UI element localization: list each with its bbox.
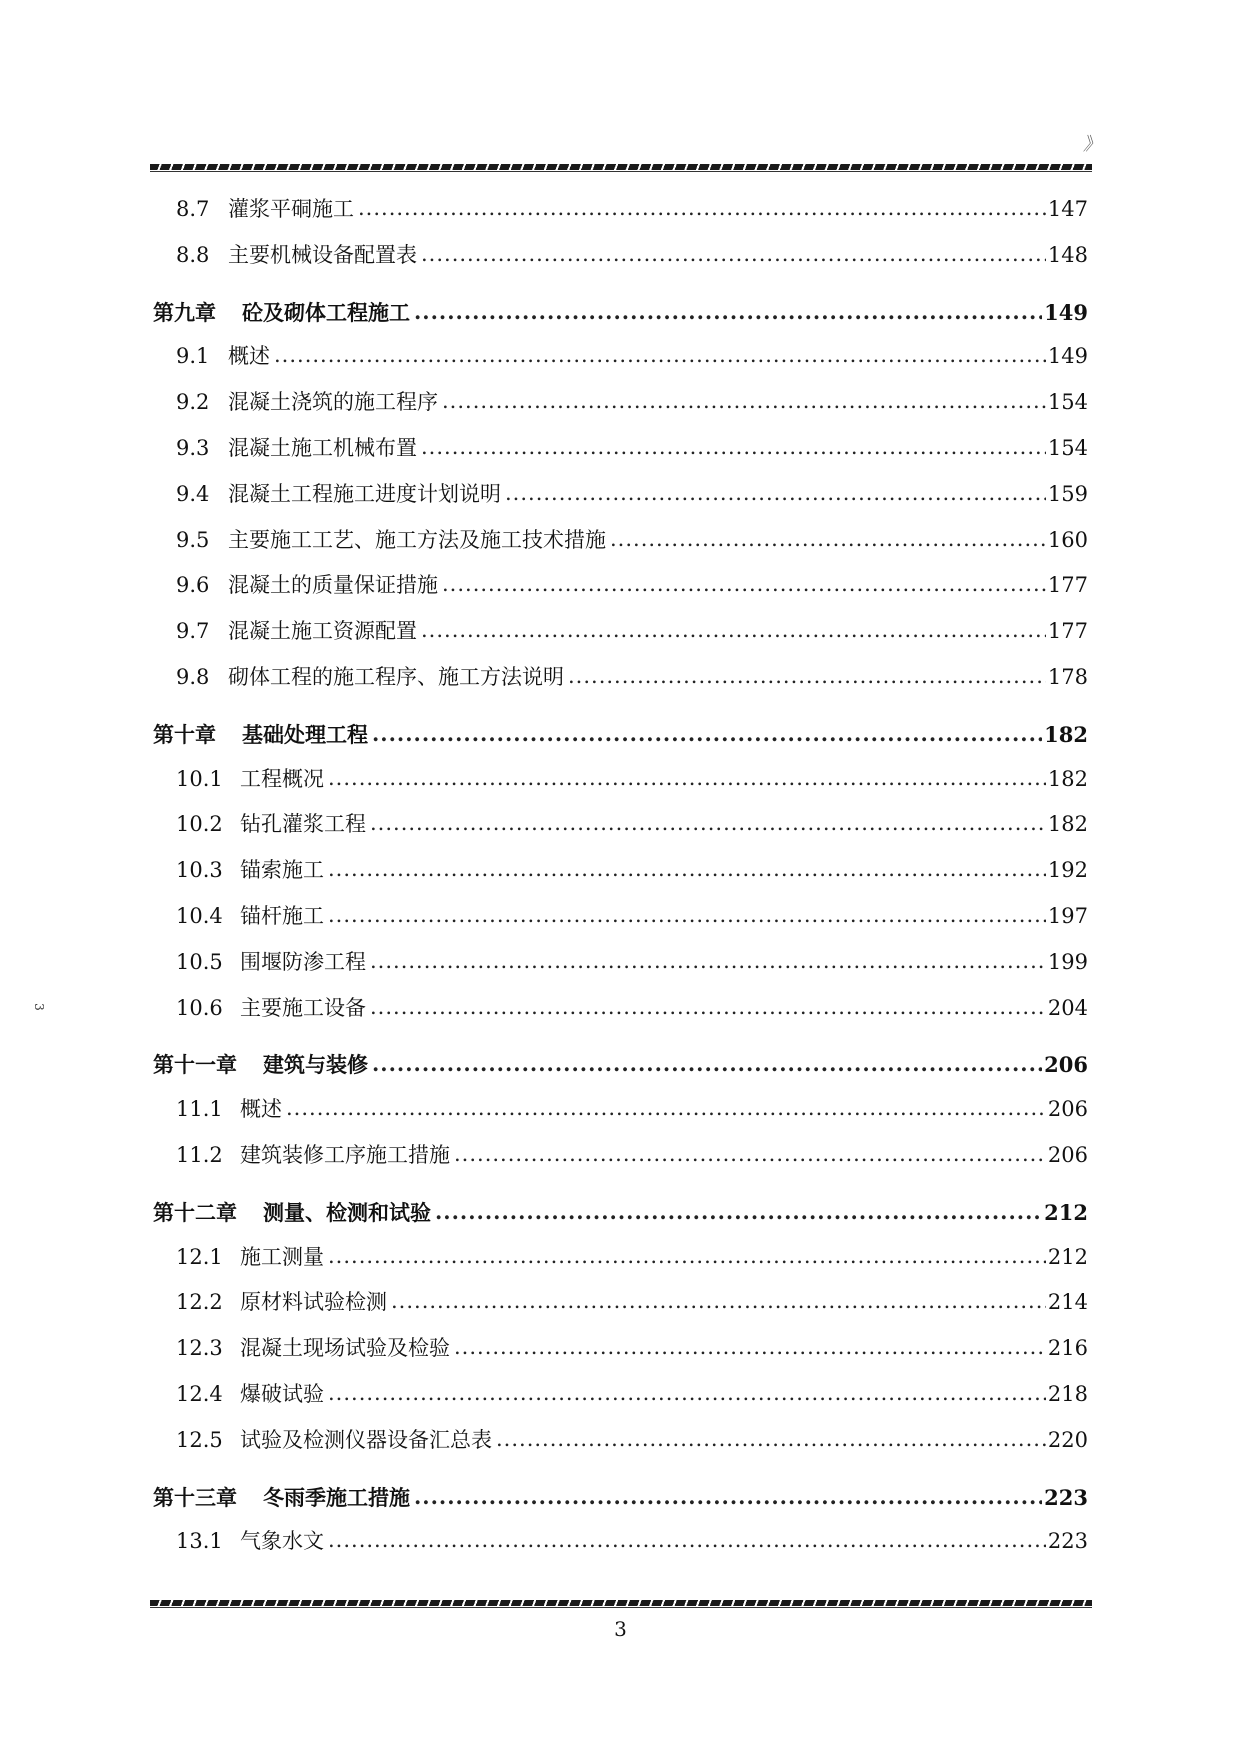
toc-section-number: 10.5: [176, 949, 223, 974]
toc-dot-leader: [610, 527, 1046, 551]
toc-entry-title: 主要施工设备: [240, 995, 366, 1020]
toc-section-number: 10.1: [176, 766, 223, 791]
toc-dot-leader: [370, 949, 1046, 973]
toc-entry-title: 工程概况: [240, 766, 324, 791]
toc-entry-title: 砌体工程的施工程序、施工方法说明: [228, 664, 564, 689]
toc-dot-leader: [286, 1096, 1046, 1120]
toc-section-number: 11.1: [176, 1097, 223, 1122]
toc-section-entry[interactable]: [153, 193, 1088, 239]
toc-dot-leader: [358, 196, 1046, 220]
toc-section-entry[interactable]: [153, 1378, 1088, 1424]
toc-page-number: 154: [1047, 435, 1088, 460]
toc-entry-title: 混凝土施工资源配置: [228, 619, 417, 644]
toc-dot-leader: [370, 811, 1046, 835]
toc-dot-leader: [414, 1484, 1042, 1509]
toc-entry-title: 混凝土工程施工进度计划说明: [228, 481, 501, 506]
toc-section-number: 10.4: [176, 903, 223, 928]
toc-dot-leader: [421, 242, 1046, 266]
toc-page-number: 177: [1047, 573, 1088, 598]
toc-entry-title: 施工测量: [240, 1244, 324, 1269]
toc-page-number: 204: [1047, 995, 1088, 1020]
toc-chapter-entry[interactable]: [153, 1197, 1088, 1243]
toc-entry-title: 冬雨季施工措施: [263, 1484, 410, 1510]
toc-page-number: 220: [1047, 1427, 1088, 1452]
toc-page-number: 182: [1047, 766, 1088, 791]
toc-section-number: 9.4: [176, 481, 210, 506]
toc-dot-leader: [372, 721, 1042, 746]
toc-entry-title: 试验及检测仪器设备汇总表: [240, 1427, 492, 1452]
toc-section-entry[interactable]: [153, 854, 1088, 900]
toc-chapter-entry[interactable]: [153, 1482, 1088, 1528]
toc-section-entry[interactable]: [153, 239, 1088, 285]
toc-section-number: 13.1: [176, 1529, 223, 1554]
toc-section-entry[interactable]: [153, 1241, 1088, 1287]
table-of-contents: [153, 193, 1088, 1571]
toc-dot-leader: [568, 664, 1046, 688]
toc-page-number: 160: [1047, 527, 1088, 552]
toc-section-entry[interactable]: [153, 1286, 1088, 1332]
toc-page-number: 212: [1044, 1199, 1088, 1225]
toc-section-entry[interactable]: [153, 946, 1088, 992]
toc-dot-leader: [328, 903, 1046, 927]
toc-entry-title: 测量、检测和试验: [263, 1199, 431, 1225]
toc-section-number: 9.3: [176, 435, 210, 460]
toc-section-entry[interactable]: [153, 615, 1088, 661]
toc-dot-leader: [454, 1142, 1046, 1166]
toc-section-number: 10.2: [176, 812, 223, 837]
toc-page-number: 154: [1047, 390, 1088, 415]
toc-entry-title: 混凝土现场试验及检验: [240, 1336, 450, 1361]
toc-section-entry[interactable]: [153, 1093, 1088, 1139]
toc-section-number: 9.5: [176, 527, 210, 552]
toc-dot-leader: [421, 618, 1046, 642]
toc-page-number: 206: [1047, 1142, 1088, 1167]
toc-dot-leader: [414, 299, 1042, 324]
toc-dot-leader: [442, 572, 1046, 596]
toc-section-number: 9.8: [176, 664, 210, 689]
toc-dot-leader: [496, 1427, 1046, 1451]
toc-entry-title: 锚索施工: [240, 858, 324, 883]
page-number: 3: [614, 1617, 627, 1641]
toc-page-number: 147: [1047, 197, 1088, 221]
toc-chapter-entry[interactable]: [153, 1049, 1088, 1095]
toc-dot-leader: [274, 343, 1046, 367]
toc-entry-title: 建筑与装修: [263, 1052, 368, 1078]
toc-entry-title: 基础处理工程: [242, 721, 368, 747]
toc-entry-title: 钻孔灌浆工程: [240, 812, 366, 837]
toc-dot-leader: [421, 435, 1046, 459]
toc-dot-leader: [328, 766, 1046, 790]
toc-section-number: 8.8: [176, 242, 210, 267]
toc-chapter-entry[interactable]: [153, 719, 1088, 765]
header-rule: [150, 164, 1092, 170]
toc-dot-leader: [328, 857, 1046, 881]
toc-chapter-label: 第十一章: [153, 1052, 237, 1078]
toc-entry-title: 建筑装修工序施工措施: [240, 1142, 450, 1167]
toc-chapter-label: 第十三章: [153, 1484, 237, 1510]
toc-entry-title: 爆破试验: [240, 1381, 324, 1406]
toc-section-entry[interactable]: [153, 1139, 1088, 1185]
toc-page-number: 206: [1047, 1097, 1088, 1122]
toc-dot-leader: [328, 1528, 1046, 1552]
toc-section-number: 12.3: [176, 1336, 223, 1361]
toc-section-number: 9.7: [176, 619, 210, 644]
toc-section-entry[interactable]: [153, 808, 1088, 854]
toc-section-entry[interactable]: [153, 763, 1088, 809]
toc-page-number: 218: [1047, 1381, 1088, 1406]
toc-section-entry[interactable]: [153, 524, 1088, 570]
toc-entry-title: 概述: [240, 1097, 282, 1122]
side-page-mark: 3: [31, 1003, 46, 1011]
toc-entry-title: 主要施工工艺、施工方法及施工技术措施: [228, 527, 606, 552]
toc-section-number: 11.2: [176, 1142, 223, 1167]
toc-section-entry[interactable]: [153, 1332, 1088, 1378]
toc-section-number: 12.5: [176, 1427, 223, 1452]
toc-dot-leader: [442, 389, 1046, 413]
toc-dot-leader: [372, 1051, 1042, 1076]
toc-page-number: 149: [1047, 344, 1088, 369]
toc-page-number: 199: [1047, 949, 1088, 974]
toc-page-number: 178: [1047, 664, 1088, 689]
toc-page-number: 148: [1047, 242, 1088, 267]
toc-page-number: 149: [1044, 299, 1088, 325]
toc-dot-leader: [328, 1381, 1046, 1405]
toc-entry-title: 灌浆平硐施工: [228, 197, 354, 221]
toc-section-number: 9.1: [176, 344, 210, 369]
toc-chapter-label: 第十二章: [153, 1199, 237, 1225]
toc-dot-leader: [328, 1244, 1046, 1268]
toc-page-number: 177: [1047, 619, 1088, 644]
toc-section-number: 9.2: [176, 390, 210, 415]
toc-entry-title: 锚杆施工: [240, 903, 324, 928]
toc-page-number: 159: [1047, 481, 1088, 506]
footer-rule: [150, 1600, 1092, 1606]
toc-dot-leader: [370, 995, 1046, 1019]
toc-entry-title: 混凝土的质量保证措施: [228, 573, 438, 598]
toc-entry-title: 混凝土浇筑的施工程序: [228, 390, 438, 415]
toc-page-number: 214: [1047, 1290, 1088, 1315]
toc-section-entry[interactable]: [153, 569, 1088, 615]
toc-entry-title: 主要机械设备配置表: [228, 242, 417, 267]
toc-dot-leader: [505, 481, 1046, 505]
toc-section-entry[interactable]: [153, 478, 1088, 524]
toc-section-number: 12.4: [176, 1381, 223, 1406]
toc-dot-leader: [391, 1289, 1046, 1313]
toc-page-number: 182: [1044, 721, 1088, 747]
toc-section-number: 9.6: [176, 573, 210, 598]
toc-section-number: 12.1: [176, 1244, 223, 1269]
toc-entry-title: 原材料试验检测: [240, 1290, 387, 1315]
toc-section-entry[interactable]: [153, 340, 1088, 386]
header-mark: 》: [1083, 134, 1101, 155]
toc-section-entry[interactable]: [153, 661, 1088, 707]
toc-section-number: 10.3: [176, 858, 223, 883]
toc-page-number: 223: [1047, 1529, 1088, 1554]
toc-entry-title: 砼及砌体工程施工: [242, 299, 410, 325]
toc-chapter-entry[interactable]: [153, 297, 1088, 343]
toc-section-number: 10.6: [176, 995, 223, 1020]
toc-page-number: 212: [1047, 1244, 1088, 1269]
toc-section-entry[interactable]: [153, 900, 1088, 946]
toc-page-number: 197: [1047, 903, 1088, 928]
toc-page-number: 223: [1044, 1484, 1088, 1510]
toc-dot-leader: [454, 1335, 1046, 1359]
toc-chapter-label: 第十章: [153, 721, 216, 747]
toc-section-entry[interactable]: [153, 386, 1088, 432]
toc-page-number: 216: [1047, 1336, 1088, 1361]
toc-dot-leader: [435, 1199, 1042, 1224]
toc-chapter-label: 第九章: [153, 299, 216, 325]
toc-section-entry[interactable]: [153, 992, 1088, 1038]
toc-page-number: 182: [1047, 812, 1088, 837]
toc-section-number: 12.2: [176, 1290, 223, 1315]
toc-section-entry[interactable]: [153, 1525, 1088, 1571]
toc-page-number: 192: [1047, 858, 1088, 883]
toc-entry-title: 围堰防渗工程: [240, 949, 366, 974]
toc-section-number: 8.7: [176, 197, 210, 221]
toc-section-entry[interactable]: [153, 432, 1088, 478]
toc-entry-title: 混凝土施工机械布置: [228, 435, 417, 460]
toc-entry-title: 概述: [228, 344, 270, 369]
toc-section-entry[interactable]: [153, 1424, 1088, 1470]
toc-entry-title: 气象水文: [240, 1529, 324, 1554]
toc-page-number: 206: [1044, 1052, 1088, 1078]
